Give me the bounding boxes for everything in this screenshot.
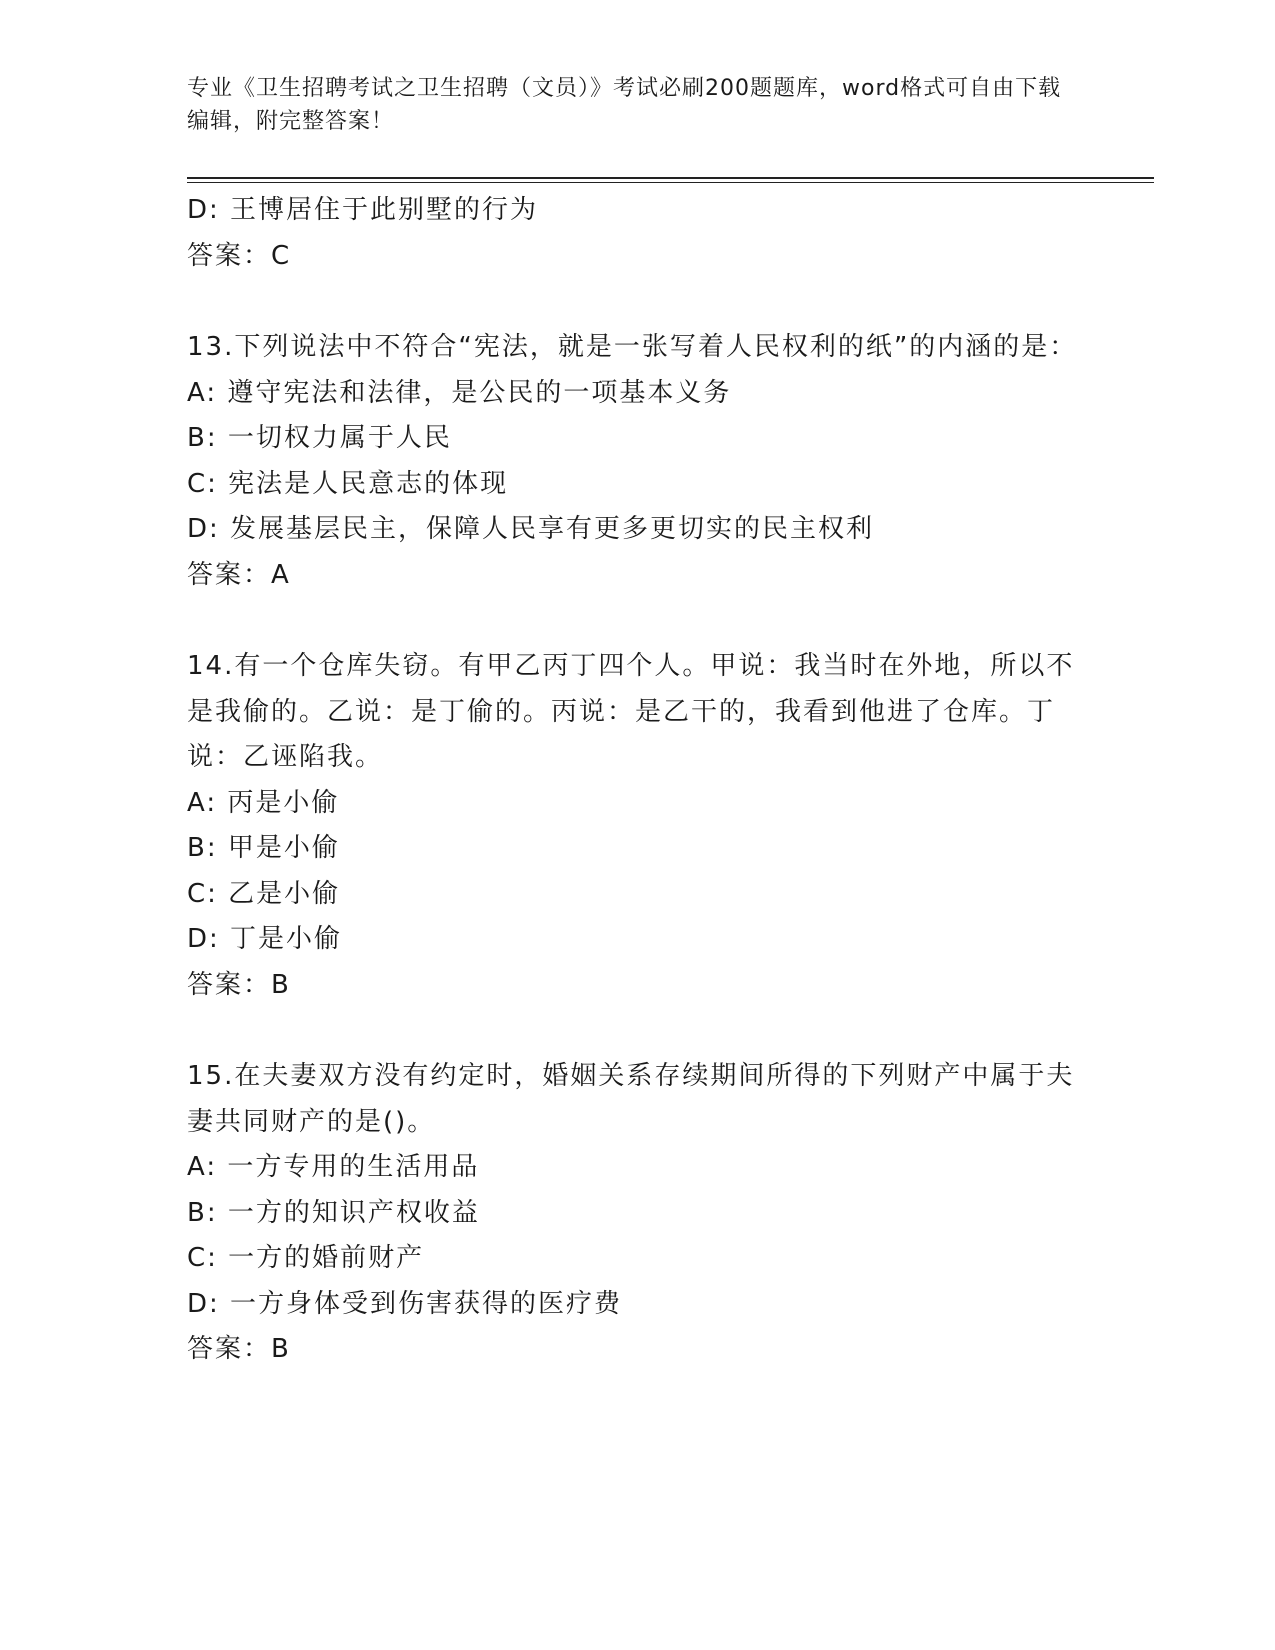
- answer: 答案：A: [187, 559, 291, 590]
- question-13: [187, 325, 1087, 598]
- question-stem: 14.有一个仓库失窃。有甲乙丙丁四个人。甲说：我当时在外地，所以不是我偷的。乙说：是丁偷的。丙说：是乙干的，我看到他进了仓库。丁说：乙诬陷我。: [187, 651, 1075, 772]
- header-rule-thin: [187, 182, 1154, 183]
- question-14: [187, 644, 1087, 1008]
- question-15: [187, 1054, 1087, 1373]
- answer: 答案：B: [187, 969, 291, 1000]
- option-a: A: 一方专用的生活用品: [187, 1152, 480, 1182]
- question-stem: 13.下列说法中不符合“宪法，就是一张写着人民权利的纸”的内涵的是：: [187, 332, 1078, 362]
- option-a: A: 遵守宪法和法律，是公民的一项基本义务: [187, 377, 732, 408]
- option-d-previous: D: 王博居住于此别墅的行为: [187, 195, 539, 225]
- option-c: C: 乙是小偷: [187, 878, 341, 909]
- question-stem: 15.在夫妻双方没有约定时，婚姻关系存续期间所得的下列财产中属于夫妻共同财产的是()。: [187, 1061, 1075, 1137]
- option-b: B: 甲是小偷: [187, 833, 340, 863]
- document-body: [187, 188, 1087, 1373]
- option-d: D: 一方身体受到伤害获得的医疗费: [187, 1288, 623, 1319]
- answer: 答案：B: [187, 1334, 291, 1364]
- option-b: B: 一方的知识产权收益: [187, 1197, 480, 1228]
- option-c: C: 宪法是人民意志的体现: [187, 468, 509, 499]
- option-d: D: 丁是小偷: [187, 924, 343, 954]
- option-c: C: 一方的婚前财产: [187, 1243, 425, 1273]
- option-b: B: 一切权力属于人民: [187, 423, 452, 453]
- header-rule-thick: [187, 177, 1154, 179]
- option-d: D: 发展基层民主，保障人民享有更多更切实的民主权利: [187, 514, 875, 544]
- document-header: 专业《卫生招聘考试之卫生招聘（文员）》考试必刷200题题库，word格式可自由下载编辑，附完整答案！: [187, 76, 1062, 134]
- option-a: A: 丙是小偷: [187, 787, 340, 818]
- answer-previous: 答案：C: [187, 240, 292, 271]
